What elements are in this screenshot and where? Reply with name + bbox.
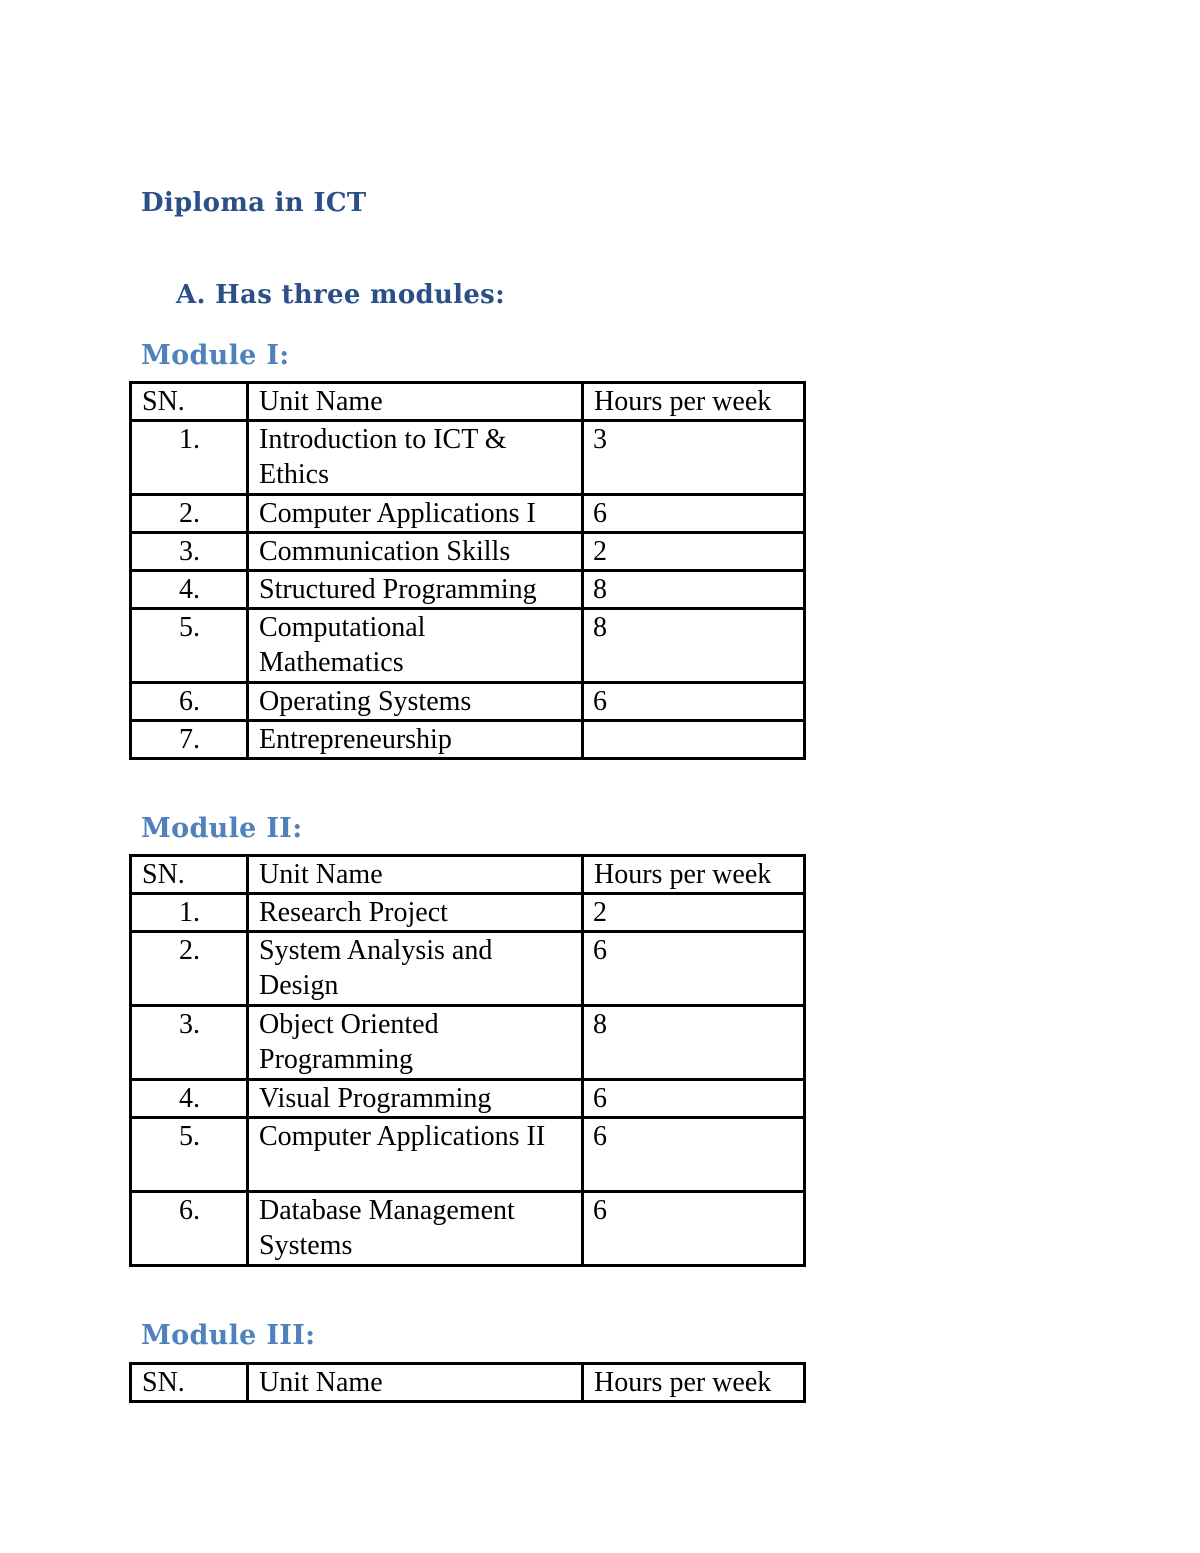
module-3-heading: Module III: <box>141 1320 316 1351</box>
unit-name-cell: Database Management Systems <box>248 1192 583 1266</box>
table-header-row <box>131 383 805 421</box>
hours-cell <box>583 721 805 759</box>
table-row <box>131 421 805 495</box>
module-2-heading: Module II: <box>141 813 303 844</box>
sn-cell: 4. <box>131 571 248 609</box>
sn-cell: 3. <box>131 1006 248 1080</box>
unit-name-cell: Research Project <box>248 894 583 932</box>
hours-cell: 8 <box>583 609 805 683</box>
table-row <box>131 894 805 932</box>
table-row <box>131 495 805 533</box>
hours-cell: 2 <box>583 894 805 932</box>
unit-name-cell: Computational Mathematics <box>248 609 583 683</box>
unit-name-cell: Object Oriented Programming <box>248 1006 583 1080</box>
table-header-row <box>131 1364 805 1402</box>
column-header-sn: SN. <box>131 856 248 894</box>
table-row <box>131 1080 805 1118</box>
column-header-unit-name: Unit Name <box>248 383 583 421</box>
sn-cell: 1. <box>131 894 248 932</box>
module-1-table <box>129 381 806 760</box>
sn-cell: 2. <box>131 495 248 533</box>
hours-cell: 3 <box>583 421 805 495</box>
unit-name-cell: Structured Programming <box>248 571 583 609</box>
module-3-table <box>129 1362 806 1403</box>
table-row <box>131 1192 805 1266</box>
sn-cell: 1. <box>131 421 248 495</box>
unit-name-cell: Communication Skills <box>248 533 583 571</box>
sn-cell: 2. <box>131 932 248 1006</box>
unit-name-cell: Visual Programming <box>248 1080 583 1118</box>
column-header-hours: Hours per week <box>583 856 805 894</box>
table-row <box>131 683 805 721</box>
hours-cell: 8 <box>583 1006 805 1080</box>
modules-intro-heading: A. Has three modules: <box>176 280 506 310</box>
sn-cell: 6. <box>131 1192 248 1266</box>
table-header-row <box>131 856 805 894</box>
table-row <box>131 721 805 759</box>
hours-cell: 8 <box>583 571 805 609</box>
hours-cell: 6 <box>583 1080 805 1118</box>
table-row <box>131 571 805 609</box>
unit-name-cell: System Analysis and Design <box>248 932 583 1006</box>
column-header-unit-name: Unit Name <box>248 856 583 894</box>
hours-cell: 6 <box>583 932 805 1006</box>
hours-cell: 6 <box>583 495 805 533</box>
table-row <box>131 1118 805 1192</box>
unit-name-cell: Computer Applications I <box>248 495 583 533</box>
sn-cell: 6. <box>131 683 248 721</box>
sn-cell: 5. <box>131 609 248 683</box>
module-2-table <box>129 854 806 1267</box>
hours-cell: 6 <box>583 683 805 721</box>
column-header-unit-name: Unit Name <box>248 1364 583 1402</box>
table-row <box>131 609 805 683</box>
sn-cell: 4. <box>131 1080 248 1118</box>
column-header-hours: Hours per week <box>583 1364 805 1402</box>
table-row <box>131 1006 805 1080</box>
unit-name-cell: Introduction to ICT & Ethics <box>248 421 583 495</box>
column-header-sn: SN. <box>131 1364 248 1402</box>
unit-name-cell: Operating Systems <box>248 683 583 721</box>
table-row <box>131 533 805 571</box>
module-1-heading: Module I: <box>141 340 290 371</box>
column-header-sn: SN. <box>131 383 248 421</box>
hours-cell: 2 <box>583 533 805 571</box>
sn-cell: 3. <box>131 533 248 571</box>
sn-cell: 5. <box>131 1118 248 1192</box>
unit-name-cell: Computer Applications II <box>248 1118 583 1192</box>
unit-name-cell: Entrepreneurship <box>248 721 583 759</box>
page-title: Diploma in ICT <box>141 188 367 218</box>
hours-cell: 6 <box>583 1192 805 1266</box>
column-header-hours: Hours per week <box>583 383 805 421</box>
table-row <box>131 932 805 1006</box>
sn-cell: 7. <box>131 721 248 759</box>
hours-cell: 6 <box>583 1118 805 1192</box>
